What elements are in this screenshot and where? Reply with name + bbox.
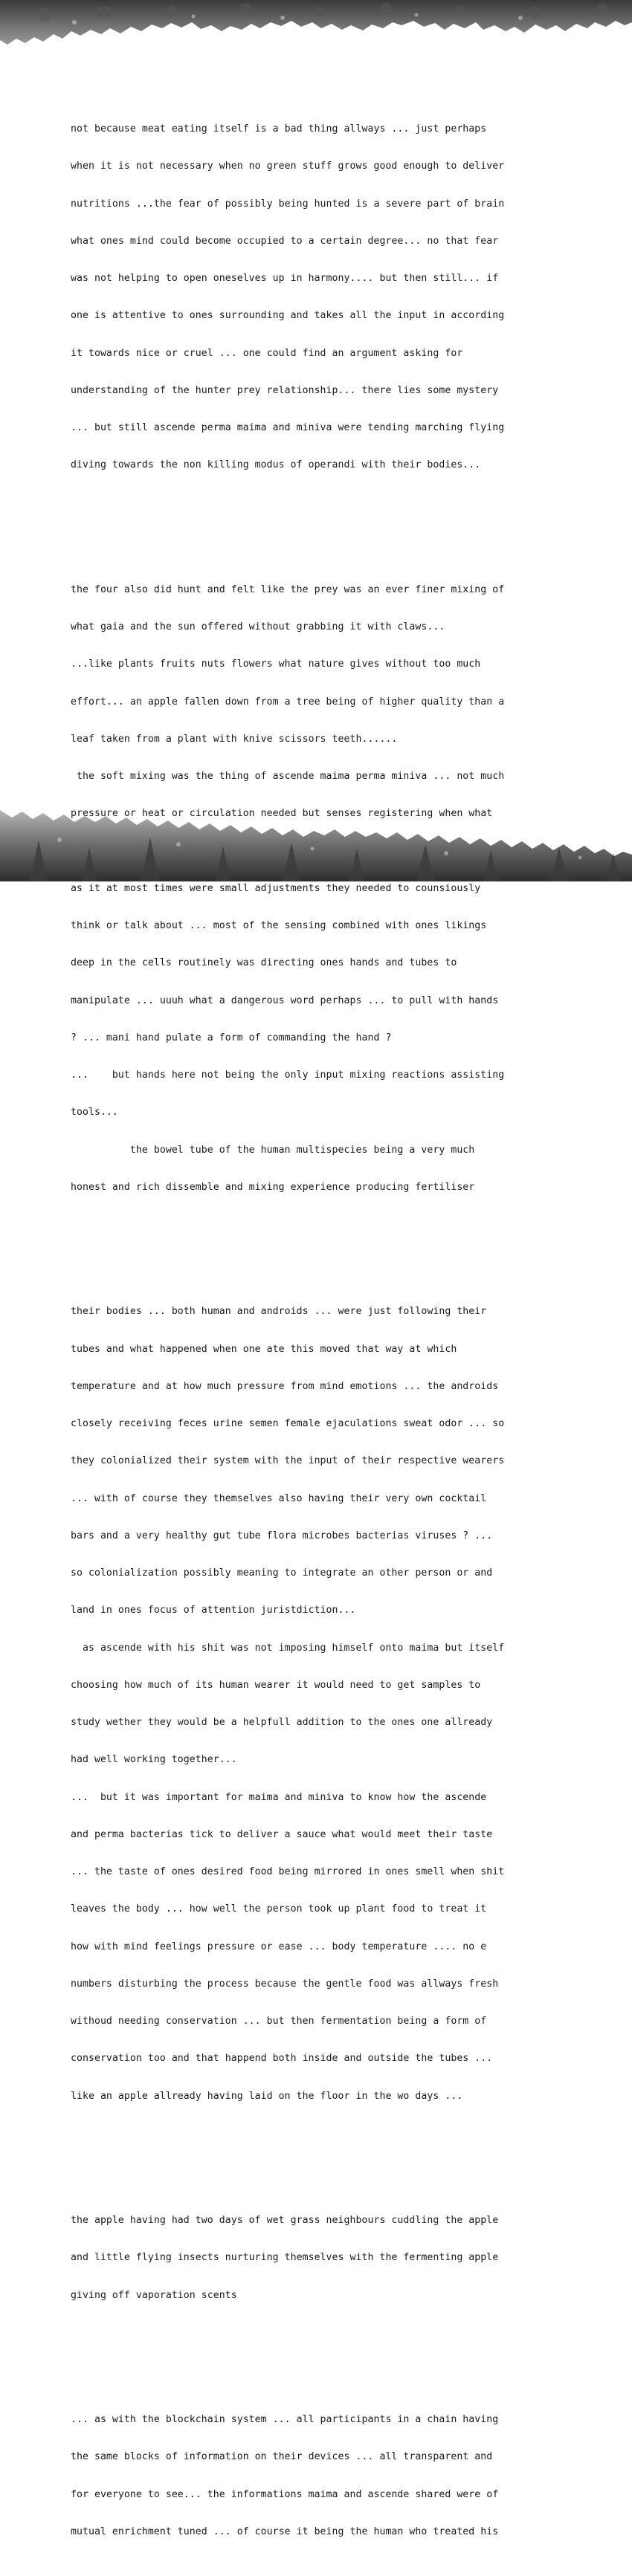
text-line: effort... an apple fallen down from a tree being of higher quality than a [71,696,505,708]
text-line: nutritions ...the fear of possibly being hunted is a severe part of brain [71,198,505,210]
text-line: diving towards the non killing modus of operandi with their bodies... [71,459,481,471]
text-line: for everyone to see... the informations maima and ascende shared were of [71,2488,499,2500]
text-line: ... as with the blockchain system ... all participants in a chain having [71,2414,499,2425]
text-line: like an apple allready having laid on the floor in the wo days ... [71,2090,463,2102]
paragraph-2 [71,559,591,1219]
text-line: think or talk about ... most of the sensing combined with ones likings [71,920,487,931]
text-line: ... but hands here not being the only input mixing reactions assisting [71,1069,505,1081]
text-line: they colonialized their system with the input of their respective wearers [71,1455,505,1467]
text-line: so colonialization possibly meaning to integrate an other person or and [71,1567,493,1579]
text-line: deep in the cells routinely was directing ones hands and tubes to [71,957,457,969]
text-line: it towards nice or cruel ... one could find an argument asking for [71,347,463,359]
text-line: ... with of course they themselves also having their very own cocktail [71,1492,487,1504]
text-line: was not helping to open oneselves up in harmony.... but then still... if [71,273,499,284]
text-line: ... the taste of ones desired food being mirrored in ones smell when shit [71,1866,505,1877]
text-line: one is attentive to ones surrounding and takes all the input in according [71,310,505,322]
text-line: when it is not necessary when no green stuff grows good enough to deliver [71,161,505,172]
text-line: as ascende with his shit was not imposing himself onto maima but itself [71,1642,505,1654]
text-line: understanding of the hunter prey relationship... there lies some mystery [71,384,499,396]
paragraph-4 [71,2190,591,2327]
text-line: numbers disturbing the process because the gentle food was allways fresh [71,1978,499,1990]
text-line: temperature and at how much pressure from mind emotions ... the androids [71,1380,499,1392]
text-line: leaf taken from a plant with knive scissors teeth...... [71,733,398,745]
text-line: manipulate ... uuuh what a dangerous word perhaps ... to pull with hands [71,994,499,1006]
text-line: ...like plants fruits nuts flowers what nature gives without too much [71,658,481,670]
text-line: their bodies ... both human and androids ... were just following their [71,1306,487,1318]
paragraph-spacer [71,1244,591,1257]
text-line: not because meat eating itself is a bad thing allways ... just perhaps [71,123,487,135]
text-line: tubes and what happened when one ate this moved that way at which [71,1343,457,1355]
text-line: pressure or heat or circulation needed but senses registering when what [71,808,493,820]
text-line: ... but still ascende perma maima and miniva were tending marching flying [71,422,505,433]
paragraph-spacer [71,2152,591,2165]
text-line: withoud needing conservation ... but then fermentation being a form of [71,2016,487,2027]
paragraph-spacer [71,522,591,534]
text-line: the four also did hunt and felt like the prey was an ever finer mixing of [71,583,505,595]
paragraph-1 [71,99,591,497]
text-line: land in ones focus of attention juristdiction... [71,1605,356,1617]
text-line: and perma bacterias tick to deliver a sauce what would meet their taste [71,1828,493,1840]
text-line: tools... [71,1107,118,1119]
text-line: study wether they would be a helpfull addition to the ones one allready [71,1717,493,1728]
document-body-text [71,74,591,2576]
text-line: honest and rich dissemble and mixing experience producing fertiliser [71,1181,475,1193]
top-foliage-border [0,0,632,46]
text-line: choosing how much of its human wearer it would need to get samples to [71,1679,481,1691]
text-line: ... but it was important for maima and miniva to know how the ascende [71,1791,487,1803]
text-line: giving off vaporation scents [71,2289,237,2301]
paragraph-3 [71,1281,591,2128]
text-line: the soft mixing was the thing of ascende maima perma miniva ... not much [71,771,505,782]
bottom-forest-border [0,810,632,881]
text-line: mutual enrichment tuned ... of course it being the human who treated his [71,2525,499,2537]
text-line: had well working together... [71,1754,237,1766]
text-line: and little flying insects nurturing themselves with the fermenting apple [71,2252,499,2264]
text-line: how with mind feelings pressure or ease ... body temperature .... no e [71,1941,487,1952]
text-line: the same blocks of information on their devices ... all transparent and [71,2451,493,2463]
text-line: conservation too and that happend both inside and outside the tubes ... [71,2053,493,2065]
text-line: leaves the body ... how well the person took up plant food to treat it [71,1903,487,1915]
text-line: the apple having had two days of wet grass neighbours cuddling the apple [71,2215,499,2226]
paragraph-spacer [71,2352,591,2364]
text-line: bars and a very healthy gut tube flora microbes bacterias viruses ? ... [71,1530,493,1541]
text-line: what ones mind could become occupied to a certain degree... no that fear [71,235,499,247]
text-line: as it at most times were small adjustments they needed to counsiously [71,882,481,894]
text-line: closely receiving feces urine semen female ejaculations sweat odor ... so [71,1418,505,1429]
text-line: the bowel tube of the human multispecies being a very much [71,1144,475,1156]
text-line: ? ... mani hand pulate a form of commanding the hand ? [71,1032,392,1043]
text-line: what gaia and the sun offered without grabbing it with claws... [71,621,445,632]
paragraph-5 [71,2389,591,2564]
